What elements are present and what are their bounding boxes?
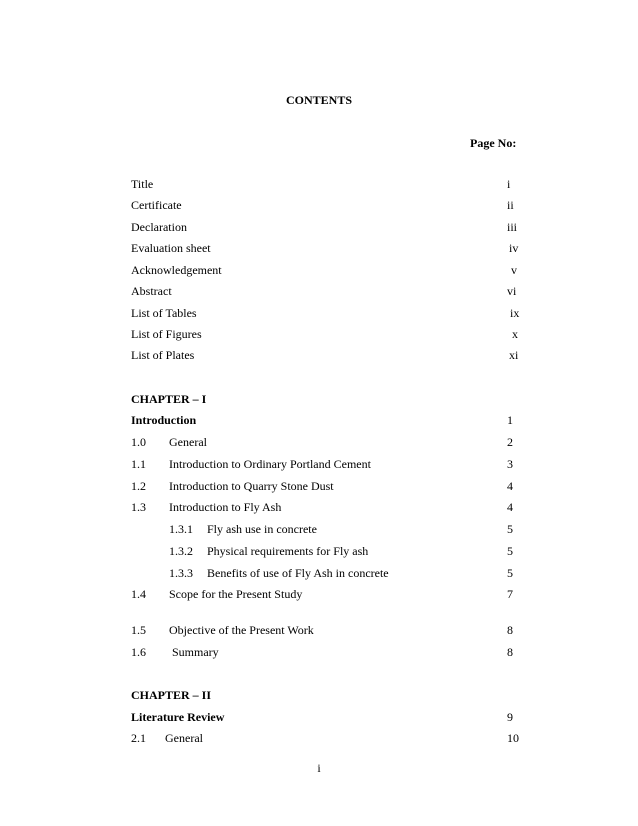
toc-entry-page: v bbox=[511, 263, 517, 277]
section-number: 1.6 bbox=[131, 645, 146, 659]
toc-entry-page: 5 bbox=[507, 522, 513, 536]
section-title: Summary bbox=[169, 645, 219, 659]
section-number: 1.2 bbox=[131, 479, 146, 493]
section-number: 1.0 bbox=[131, 435, 146, 449]
toc-entry-page: 8 bbox=[507, 645, 513, 659]
section-number: 2.1 bbox=[131, 731, 146, 745]
toc-entry-page: x bbox=[512, 327, 518, 341]
toc-entry-page: 4 bbox=[507, 500, 513, 514]
toc-entry-label: Certificate bbox=[131, 198, 182, 212]
page-no-header: Page No: bbox=[470, 136, 517, 150]
toc-entry-page: ii bbox=[507, 198, 514, 212]
section-title: General bbox=[165, 731, 203, 745]
page-title: CONTENTS bbox=[285, 93, 353, 107]
toc-entry-label: List of Figures bbox=[131, 327, 202, 341]
chapter-heading: CHAPTER – I bbox=[131, 392, 207, 406]
toc-entry-page: 9 bbox=[507, 710, 513, 724]
section-number: 1.5 bbox=[131, 623, 146, 637]
toc-entry-page: 3 bbox=[507, 457, 513, 471]
section-number: 1.3 bbox=[131, 500, 146, 514]
section-number: 1.1 bbox=[131, 457, 146, 471]
toc-entry-page: 7 bbox=[507, 587, 513, 601]
toc-entry-page: 1 bbox=[507, 413, 513, 427]
section-number: 1.4 bbox=[131, 587, 146, 601]
toc-entry-page: 4 bbox=[507, 479, 513, 493]
section-title: Introduction to Quarry Stone Dust bbox=[169, 479, 334, 493]
chapter-heading: CHAPTER – II bbox=[131, 688, 212, 702]
toc-entry-page: iii bbox=[507, 220, 518, 234]
chapter-title: Introduction bbox=[131, 413, 197, 427]
toc-entry-label: Title bbox=[131, 177, 154, 191]
subsection-title: Fly ash use in concrete bbox=[207, 522, 317, 536]
toc-entry-label: List of Plates bbox=[131, 348, 195, 362]
subsection-title: Physical requirements for Fly ash bbox=[207, 544, 369, 558]
toc-entry-page: 5 bbox=[507, 544, 513, 558]
subsection-number: 1.3.3 bbox=[169, 566, 193, 580]
footer-page-number: i bbox=[317, 761, 321, 775]
subsection-number: 1.3.2 bbox=[169, 544, 193, 558]
toc-entry-label: Abstract bbox=[131, 284, 172, 298]
toc-entry-label: List of Tables bbox=[131, 306, 197, 320]
section-title: Objective of the Present Work bbox=[169, 623, 314, 637]
section-title: Introduction to Ordinary Portland Cement bbox=[169, 457, 371, 471]
section-title: General bbox=[169, 435, 207, 449]
toc-entry-page: xi bbox=[509, 348, 519, 362]
section-title: Scope for the Present Study bbox=[169, 587, 303, 601]
subsection-number: 1.3.1 bbox=[169, 522, 193, 536]
chapter-title: Literature Review bbox=[131, 710, 225, 724]
toc-entry-page: 5 bbox=[507, 566, 513, 580]
toc-entry-page: iv bbox=[509, 241, 519, 255]
toc-entry-label: Declaration bbox=[131, 220, 187, 234]
toc-entry-label: Evaluation sheet bbox=[131, 241, 211, 255]
toc-entry-page: 10 bbox=[507, 731, 519, 745]
toc-entry-page: i bbox=[507, 177, 511, 191]
toc-entry-label: Acknowledgement bbox=[131, 263, 222, 277]
toc-entry-page: 2 bbox=[507, 435, 513, 449]
toc-entry-page: ix bbox=[510, 306, 520, 320]
subsection-title: Benefits of use of Fly Ash in concrete bbox=[207, 566, 389, 580]
section-title: Introduction to Fly Ash bbox=[169, 500, 282, 514]
toc-entry-page: 8 bbox=[507, 623, 513, 637]
toc-entry-page: vi bbox=[507, 284, 517, 298]
